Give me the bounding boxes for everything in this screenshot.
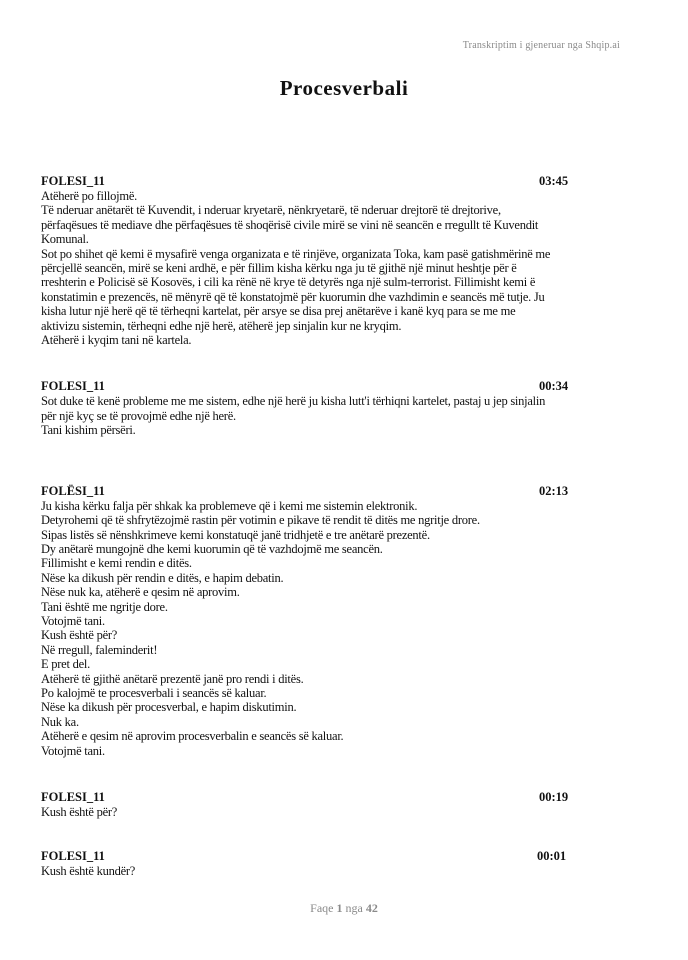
utterance-line: Ju kisha kërku falja për shkak ka problemeve që i kemi me sistemin elektronik. — [41, 498, 418, 513]
utterance-line: Nëse ka dikush për rendin e ditës, e hapim debatin. — [41, 570, 284, 585]
timestamp: 02:13 — [539, 483, 569, 498]
utterance-line: Nëse ka dikush për procesverbal, e hapim diskutimin. — [41, 700, 297, 715]
utterance-line: Nëse nuk ka, atëherë e qesim në aprovim. — [41, 585, 240, 600]
utterance-line: Detyrohemi që të shfrytëzojmë rastin për votimin e pikave të rendit të ditës me ngritje drore. — [41, 513, 480, 528]
speaker-name: FOLËSI_11 — [41, 483, 105, 498]
utterance-lines — [41, 864, 651, 878]
footer-current-page: 1 — [336, 901, 343, 915]
utterance-lines — [41, 805, 651, 819]
speaker-line — [41, 849, 651, 864]
utterance-line: rreshterin e Policisë së Kosovës, i cili ka rënë në krye të detyrës nga një sulm-terrorist. Fillimisht kemi ë — [41, 275, 536, 290]
utterance-lines — [41, 189, 651, 347]
page-title: Procesverbali — [279, 76, 409, 100]
header-note: Transkriptim i gjeneruar nga Shqip.ai — [462, 40, 620, 51]
utterance-line: Dy anëtarë mungojnë dhe kemi kuorumin që të vazhdojmë me seancën. — [41, 541, 383, 556]
utterance-line: Nuk ka. — [41, 714, 79, 729]
transcript-block — [41, 790, 651, 819]
utterance-line: Të nderuar anëtarët të Kuvendit, i nderuar kryetarë, nënkryetarë, të nderuar drejtorë të drejtorive, — [41, 203, 501, 218]
utterance-line: Votojmë tani. — [41, 613, 105, 628]
utterance-line: Kush është kundër? — [41, 864, 136, 879]
speaker-name: FOLESI_11 — [41, 174, 105, 188]
utterance-lines — [41, 394, 651, 437]
utterance-line: Sot po shihet që kemi ë mysafirë venga organizata e të rinjëve, organizata Toka, kam pasë gatishmërinë me — [41, 246, 551, 261]
speaker-line — [41, 484, 651, 499]
utterance-line: Kush është për? — [41, 805, 118, 819]
speaker-line — [41, 379, 651, 394]
utterance-line: përcjellë seancën, mirë se keni ardhë, e për fillim kisha kërku nga ju të gjithë një minut heshtje për ë — [41, 261, 517, 276]
timestamp: 03:45 — [539, 174, 569, 188]
speaker-line — [41, 790, 651, 805]
speaker-name: FOLESI_11 — [41, 849, 105, 864]
utterance-line: E pret del. — [41, 657, 90, 672]
utterance-line: Fillimisht e kemi rendin e ditës. — [41, 556, 192, 571]
transcript-block — [41, 484, 651, 758]
utterance-line: Atëherë e qesim në aprovim procesverbalin e seancës së kaluar. — [41, 729, 344, 744]
utterance-line: Komunal. — [41, 232, 89, 247]
utterance-line: konstatimin e prezencës, në mënyrë që të konstatojmë për kuorumin dhe vazhdimin e seancës më tutje. Ju — [41, 289, 545, 304]
timestamp: 00:01 — [537, 849, 567, 864]
utterance-line: Atëherë i kyqim tani në kartela. — [41, 333, 192, 348]
transcript-content — [41, 174, 651, 879]
transcript-block — [41, 379, 651, 437]
speaker-line — [41, 174, 651, 189]
utterance-line: Tani kishim përsëri. — [41, 423, 136, 438]
utterance-line: për një kyç se të provojmë edhe një herë. — [41, 408, 236, 423]
utterance-line: Sot duke të kenë probleme me me sistem, edhe një herë ju kisha lutt'i tërhiqni kartelet, pastaj u jep sinjalin — [41, 394, 546, 409]
utterance-line: kisha lutur një herë që të tërheqni kartelat, për arsye se disa prej anëtarëve i kanë kyq para se me me — [41, 304, 516, 319]
timestamp: 00:19 — [539, 790, 569, 804]
utterance-line: Atëherë po fillojmë. — [41, 189, 138, 203]
timestamp: 00:34 — [539, 379, 569, 394]
utterance-line: aktivizu sistemin, tërheqni edhe një herë, atëherë jep sinjalin kur ne kryqim. — [41, 318, 402, 333]
speaker-name: FOLESI_11 — [41, 790, 105, 804]
utterance-line: Votojmë tani. — [41, 743, 105, 758]
utterance-line: përfaqësues të mediave dhe përfaqësues të shoqërisë civile mirë se vini në seancën e rregullt të Kuvendit — [41, 217, 539, 232]
footer-page-word: Faqe — [310, 901, 334, 915]
utterance-line: Tani është me ngritje dore. — [41, 599, 168, 614]
utterance-line: Po kalojmë te procesverbali i seancës së kaluar. — [41, 685, 267, 700]
page-footer — [0, 901, 688, 916]
utterance-line: Në rregull, faleminderit! — [41, 642, 158, 657]
utterance-line: Sipas listës së nënshkrimeve kemi konstatuqë janë tridhjetë e tre anëtarë prezentë. — [41, 527, 430, 542]
utterance-lines — [41, 499, 651, 758]
speaker-name: FOLESI_11 — [41, 379, 105, 394]
footer-total-pages: 42 — [365, 901, 378, 915]
utterance-line: Atëherë të gjithë anëtarë prezentë janë pro rendi i ditës. — [41, 671, 304, 686]
transcript-block — [41, 849, 651, 878]
footer-of-word: nga — [345, 901, 363, 915]
utterance-line: Kush është për? — [41, 628, 118, 643]
transcript-block — [41, 174, 651, 347]
